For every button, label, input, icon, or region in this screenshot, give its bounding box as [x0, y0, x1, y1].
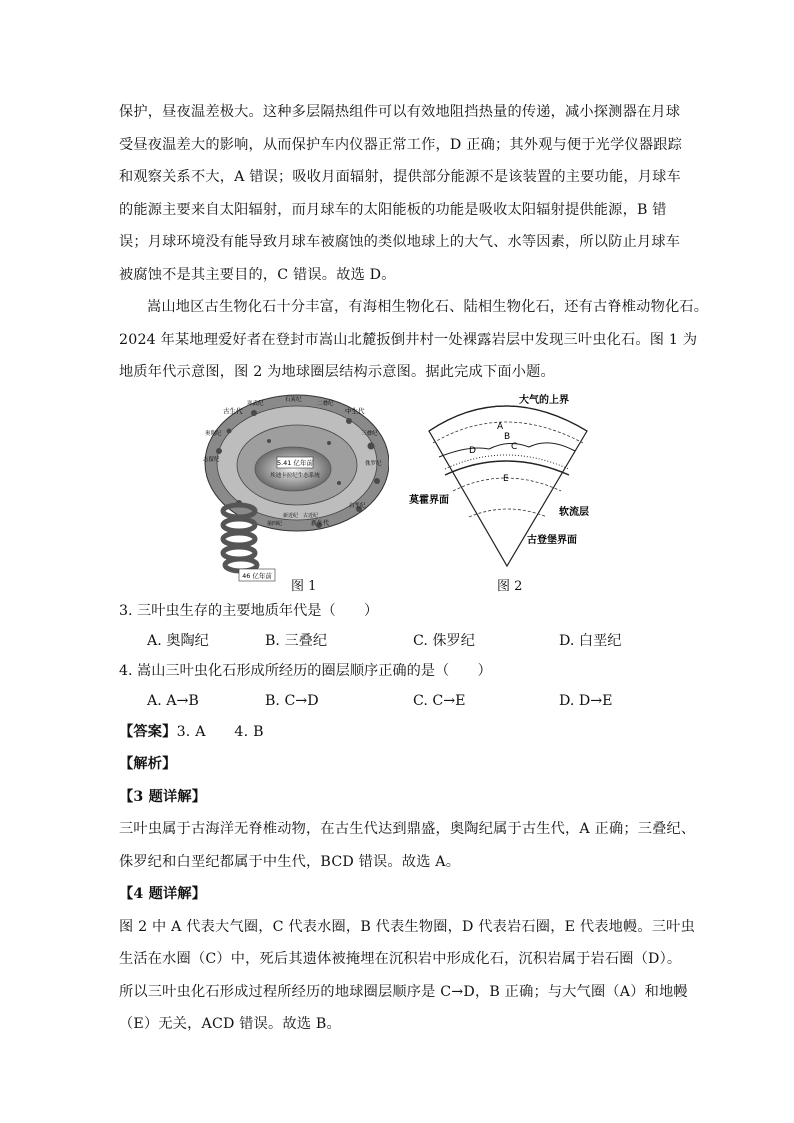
- q4-option-b: B. C→D: [265, 692, 319, 709]
- intro-paragraph: [119, 96, 685, 291]
- period-cretaceous-label: 白垩纪: [349, 502, 366, 509]
- q4-detail-label: 【4 题详解】: [119, 886, 207, 902]
- figure1-caption: 图 1: [291, 578, 317, 594]
- layer-B-label: B: [504, 431, 511, 442]
- question-4-stem: 4. 嵩山三叶虫化石形成所经历的圈层顺序正确的是（ ）: [119, 662, 492, 679]
- period-carboniferous-label: 石炭纪: [285, 396, 302, 403]
- moho-label: 莫霍界面: [409, 494, 449, 506]
- figure2-caption: 图 2: [497, 578, 523, 594]
- era-paleozoic-label: 古生代: [223, 406, 243, 415]
- answer-line: [119, 716, 685, 749]
- text-line: 三叶虫属于古海洋无脊椎动物，在古生代达到鼎盛，奥陶纪属于古生代，A 正确；三叠纪、: [119, 821, 696, 837]
- period-permian-label: 二叠纪: [317, 400, 334, 407]
- text-line: （E）无关，ACD 错误。故选 B。: [119, 1016, 341, 1032]
- earth-layers-figure: [409, 391, 599, 591]
- text-line: 误；月球环境没有能导致月球车被腐蚀的类似地球上的大气、水等因素，所以防止月球车: [119, 234, 681, 250]
- answer-label: 【答案】: [119, 723, 177, 740]
- q3-option-c: C. 侏罗纪: [413, 632, 475, 649]
- period-neogene-label: 新近纪: [283, 512, 299, 519]
- question-4-options: [119, 686, 685, 716]
- q3-option-a: A. 奥陶纪: [147, 632, 209, 649]
- answer-text: 3. A 4. B: [176, 723, 264, 740]
- dotted-crust: [445, 455, 569, 469]
- text-line: 被腐蚀不是其主要目的，C 错误。故选 D。: [119, 266, 396, 283]
- surface-line: [439, 442, 575, 456]
- question-3-stem: 3. 三叶虫生存的主要地质年代是（ ）: [119, 602, 379, 619]
- period-paleogene-label: 古近纪: [303, 512, 319, 519]
- layer-E-label: E: [503, 473, 509, 484]
- age-46-label: 46 亿年前: [242, 571, 272, 580]
- period-ordovician-label: 奥陶纪: [205, 430, 222, 437]
- atmosphere-top-line: [429, 406, 587, 431]
- text-line: 保护，昼夜温差极大。这种多层隔热组件可以有效地阻挡热量的传递，减小探测器在月球: [119, 104, 681, 120]
- precambrian-biota-label: 埃迪卡拉纪生态系统: [270, 472, 320, 479]
- period-jurassic-label: 侏罗纪: [365, 460, 382, 467]
- gutenberg-label: 古登堡界面: [527, 534, 577, 546]
- era-cenozoic-label: 新生代: [311, 519, 330, 527]
- text-line: 地质年代示意图，图 2 为地球圈层结构示意图。据此完成下面小题。: [119, 364, 555, 380]
- figures-area: [119, 391, 685, 596]
- text-line: 侏罗纪和白垩纪都属于中生代，BCD 错误。故选 A。: [119, 853, 461, 870]
- asthenosphere-label: 软流层: [559, 506, 589, 518]
- text-line: 2024 年某地理爱好者在登封市嵩山北麓扳倒井村一处裸露岩层中发现三叶虫化石。图 1 为: [119, 331, 698, 348]
- text-line: 嵩山地区古生物化石十分丰富，有海相生物化石、陆相生物化石，还有古脊椎动物化石。: [147, 299, 709, 315]
- atmosphere-top-label: 大气的上界: [519, 394, 569, 406]
- period-triassic-label: 三叠纪: [361, 430, 378, 437]
- text-line: 所以三叶虫化石形成过程所经历的地球圈层顺序是 C→D，B 正确；与大气圈（A）和地幔: [119, 983, 688, 1000]
- period-cambrian-label: 寒武纪: [247, 400, 264, 407]
- q4-option-d: D. D→E: [559, 692, 613, 709]
- text-line: 受昼夜温差大的影响，从而保护车内仪器正常工作，D 正确；其外观与便于光学仪器跟踪: [119, 136, 683, 153]
- spiral-core: [255, 447, 331, 491]
- layer-C-label: C: [511, 441, 518, 452]
- layer-A-label: A: [497, 421, 504, 432]
- layer-D-label: D: [469, 445, 476, 456]
- q4-option-c: C. C→E: [413, 692, 466, 709]
- era-mesozoic-label: 中生代: [345, 406, 365, 415]
- passage-paragraph: [119, 291, 709, 389]
- text-line: 和观察关系不大，A 错误；吸收月面辐射，提供部分能源不是该装置的主要功能，月球车: [119, 169, 681, 185]
- q3-detail-label: 【3 题详解】: [119, 788, 207, 805]
- analysis-label: 【解析】: [119, 756, 177, 772]
- age-541-label: 5.41 亿年前: [276, 458, 314, 467]
- text-line: 图 2 中 A 代表大气圈，C 代表水圈，B 代表生物圈，D 代表岩石圈，E 代表地幔。三叶虫: [119, 918, 695, 935]
- geologic-time-spiral-figure: [199, 391, 389, 591]
- gutenberg-line: [469, 509, 547, 517]
- moho-line: [445, 461, 569, 475]
- question-3-options: [119, 626, 685, 656]
- text-line: 生活在水圈（C）中，死后其遗体被掩埋在沉积岩中形成化石，沉积岩属于岩石圈（D）。: [119, 951, 682, 967]
- q4-option-a: A. A→B: [147, 692, 199, 709]
- document-page: [119, 96, 709, 1041]
- spiral-coil: [223, 505, 257, 571]
- period-quaternary-label: 第四纪: [267, 520, 283, 527]
- q3-option-b: B. 三叠纪: [265, 632, 328, 649]
- q3-option-d: D. 白垩纪: [559, 632, 622, 649]
- text-line: 的能源主要来自太阳辐射，而月球车的太阳能板的功能是吸收太阳辐射提供能源，B 错: [119, 201, 667, 218]
- period-silurian-label: 志留纪: [203, 456, 220, 463]
